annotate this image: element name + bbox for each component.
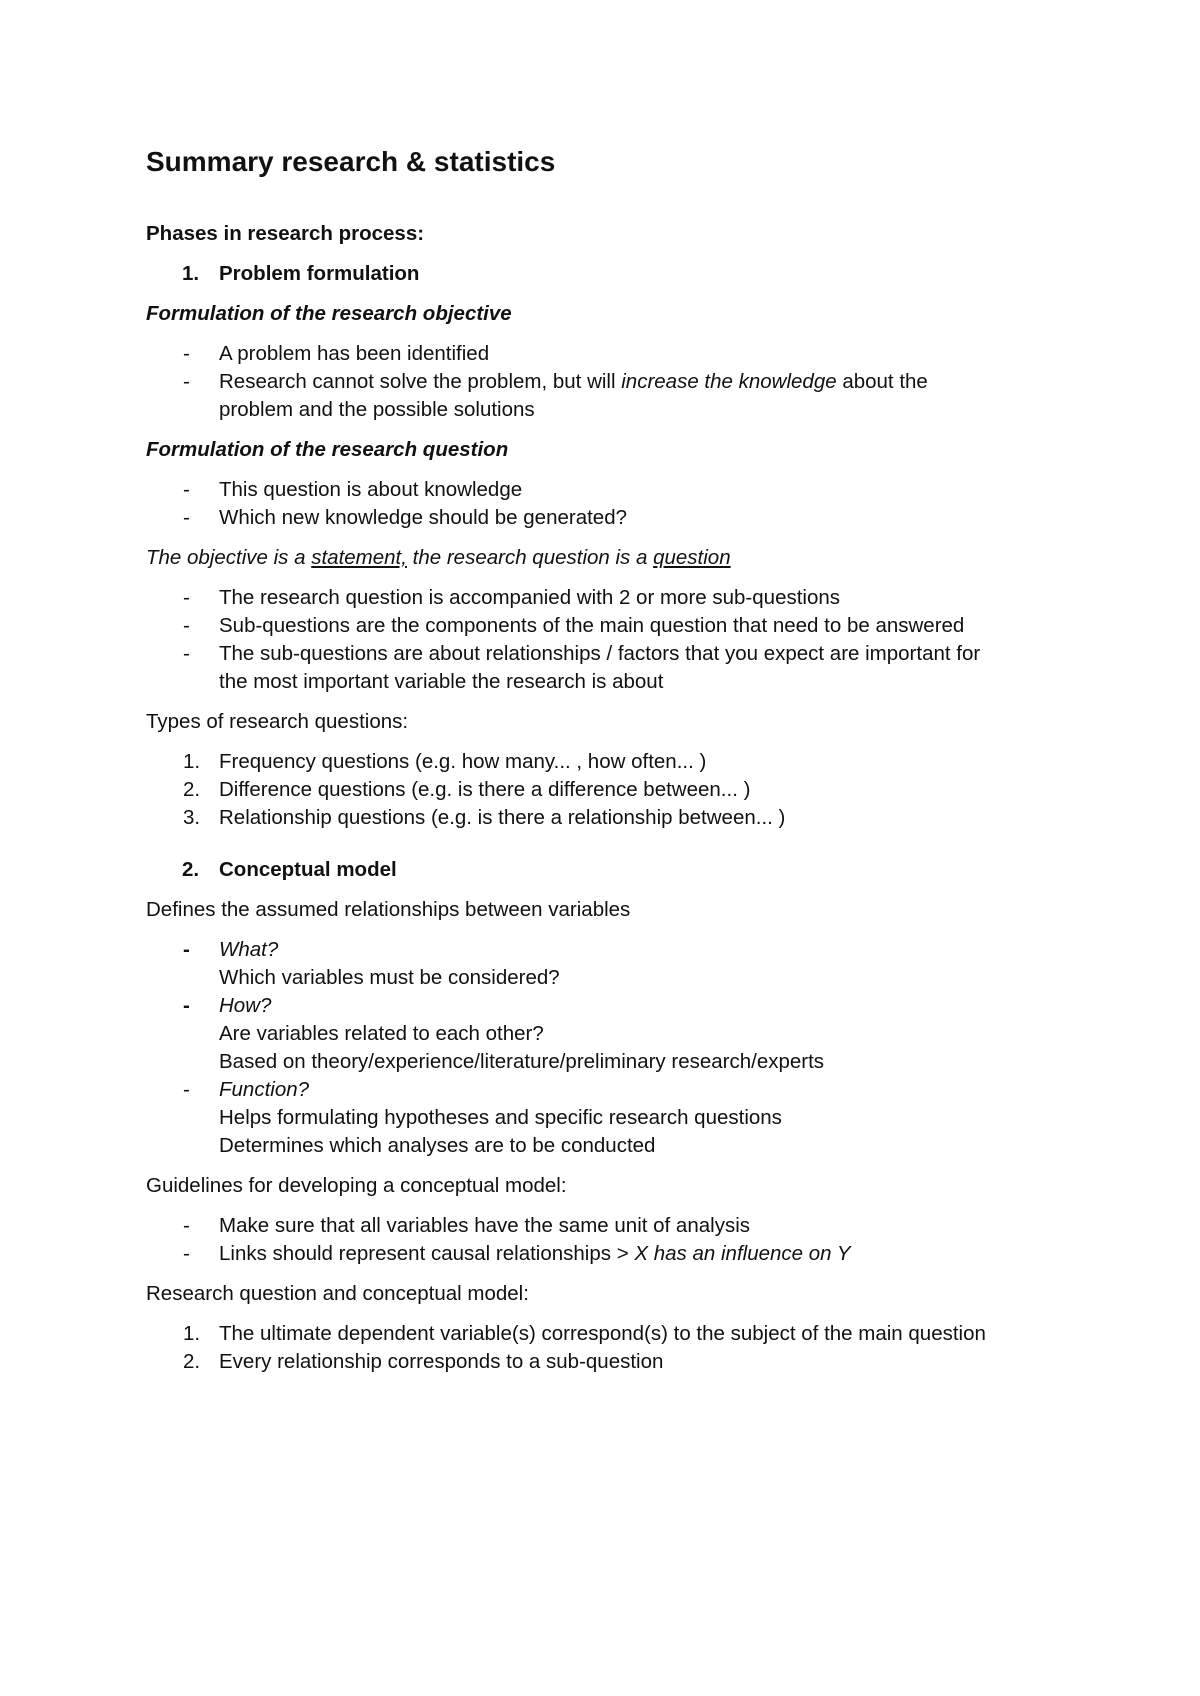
dash-marker: -	[183, 478, 190, 501]
list-item	[146, 776, 1066, 804]
list-item-text: Difference questions (e.g. is there a difference between... )	[219, 778, 751, 801]
list-item-text: Sub-questions are the components of the main question that need to be answered	[219, 614, 965, 637]
guidelines-heading: Guidelines for developing a conceptual model:	[146, 1174, 567, 1197]
dash-marker: -	[183, 938, 190, 961]
list-item	[146, 1240, 1066, 1268]
dash-marker: -	[183, 1078, 190, 1101]
section-2-title: Conceptual model	[219, 858, 397, 881]
list-item-text: Which new knowledge should be generated?	[219, 506, 627, 529]
rq-heading: Research question and conceptual model:	[146, 1282, 529, 1305]
list-item-text: about the	[836, 370, 928, 393]
section-1-heading	[146, 260, 1066, 288]
types-list	[146, 748, 1066, 832]
section-2-heading	[146, 856, 1066, 884]
conceptual-list	[146, 936, 1066, 1160]
list-item	[146, 368, 1066, 424]
list-item-continuation: Determines which analyses are to be conducted	[219, 1134, 656, 1157]
list-item-continuation: Based on theory/experience/literature/preliminary research/experts	[219, 1050, 825, 1073]
list-item-text: Make sure that all variables have the same unit of analysis	[219, 1214, 750, 1237]
list-item	[146, 1212, 1066, 1240]
guidelines-list	[146, 1212, 1066, 1268]
list-item	[146, 1348, 1066, 1376]
number-marker: 1.	[183, 750, 201, 773]
list-item-continuation: Are variables related to each other?	[219, 1022, 544, 1045]
emphasis-text: X has an influence on Y	[634, 1242, 851, 1265]
dash-marker: -	[183, 342, 190, 365]
document-content	[146, 142, 1066, 1376]
list-item-text: The research question is accompanied with 2 or more sub-questions	[219, 586, 841, 609]
list-item-text: Frequency questions (e.g. how many... , how often... )	[219, 750, 707, 773]
list-item	[146, 804, 1066, 832]
statement-text: The objective is a	[146, 546, 312, 569]
section-1-title: Problem formulation	[219, 262, 420, 285]
question-heading: Formulation of the research question	[146, 438, 509, 461]
list-item-label: What?	[219, 938, 279, 961]
list-item	[146, 340, 1066, 368]
list-item	[146, 936, 1066, 992]
list-item-text: Relationship questions (e.g. is there a relationship between... )	[219, 806, 786, 829]
document-title: Summary research & statistics	[146, 146, 556, 177]
list-item-label: Function?	[219, 1078, 310, 1101]
rq-list	[146, 1320, 1066, 1376]
list-item	[146, 612, 1066, 640]
list-item	[146, 584, 1066, 612]
list-item	[146, 504, 1066, 532]
dash-marker: -	[183, 586, 190, 609]
number-marker: 2.	[183, 1350, 201, 1373]
number-marker: 2.	[183, 778, 201, 801]
section-2-number: 2.	[182, 858, 200, 881]
number-marker: 1.	[183, 1322, 201, 1345]
dash-marker: -	[183, 370, 190, 393]
list-item-label: How?	[219, 994, 272, 1017]
conceptual-intro: Defines the assumed relationships between variables	[146, 898, 631, 921]
subquestion-list	[146, 584, 1066, 696]
dash-marker: -	[183, 994, 190, 1017]
dash-marker: -	[183, 1214, 190, 1237]
list-item-text: A problem has been identified	[219, 342, 490, 365]
list-item	[146, 640, 1066, 696]
list-item-text: The sub-questions are about relationships / factors that you expect are important for	[219, 642, 981, 665]
list-item-text: The ultimate dependent variable(s) correspond(s) to the subject of the main question	[219, 1322, 986, 1345]
underlined-text: statement,	[311, 546, 407, 569]
underlined-text: question	[653, 546, 731, 569]
list-item-text: Research cannot solve the problem, but will	[219, 370, 622, 393]
list-item-continuation: the most important variable the research is about	[219, 670, 664, 693]
section-1-number: 1.	[182, 262, 200, 285]
list-item	[146, 992, 1066, 1076]
list-item	[146, 748, 1066, 776]
objective-list	[146, 340, 1066, 424]
list-item-continuation: Helps formulating hypotheses and specific research questions	[219, 1106, 782, 1129]
list-item-continuation: Which variables must be considered?	[219, 966, 560, 989]
list-item-text: Links should represent causal relationships >	[219, 1242, 635, 1265]
list-item	[146, 1076, 1066, 1160]
emphasis-text: increase the knowledge	[621, 370, 837, 393]
dash-marker: -	[183, 506, 190, 529]
statement-line	[146, 544, 1066, 572]
list-item	[146, 476, 1066, 504]
question-list	[146, 476, 1066, 532]
objective-heading: Formulation of the research objective	[146, 302, 512, 325]
list-item-text: This question is about knowledge	[219, 478, 523, 501]
types-heading: Types of research questions:	[146, 710, 409, 733]
list-item-text: Every relationship corresponds to a sub-question	[219, 1350, 664, 1373]
statement-text: the research question is a	[406, 546, 654, 569]
list-item	[146, 1320, 1066, 1348]
dash-marker: -	[183, 1242, 190, 1265]
list-item-continuation: problem and the possible solutions	[219, 398, 535, 421]
number-marker: 3.	[183, 806, 201, 829]
phases-heading: Phases in research process:	[146, 222, 425, 245]
dash-marker: -	[183, 614, 190, 637]
dash-marker: -	[183, 642, 190, 665]
